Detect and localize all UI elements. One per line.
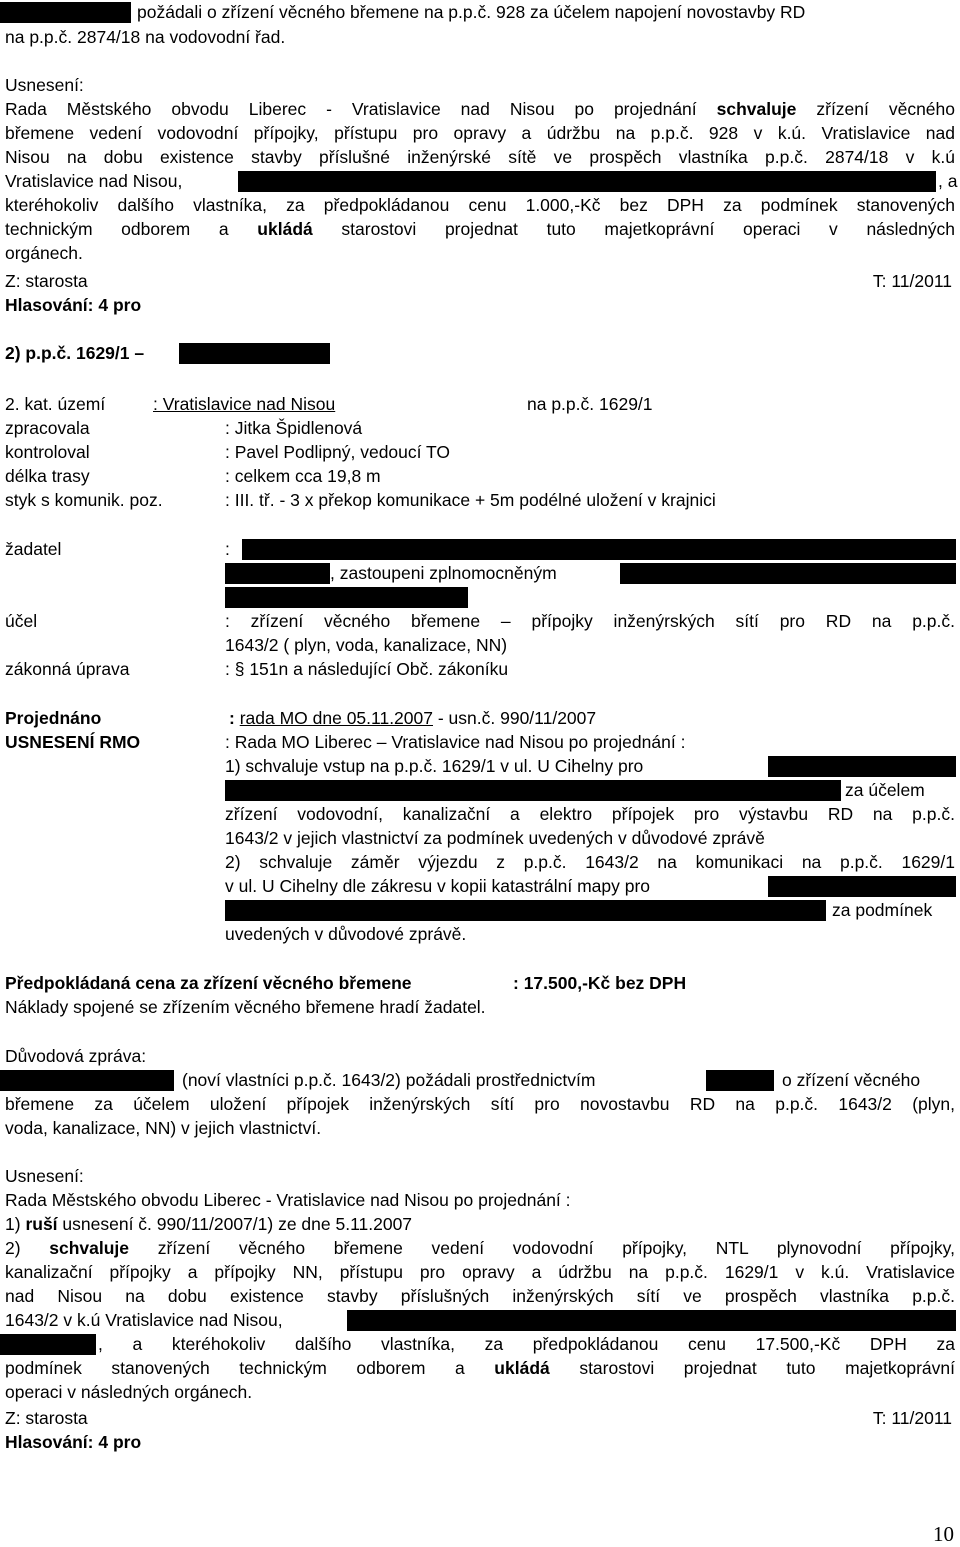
text-line: (noví vlastníci p.p.č. 1643/2) požádali prostřednictvím — [182, 1070, 596, 1090]
field-value: za účelem — [845, 780, 925, 800]
field-value: : Vratislavice nad Nisou — [153, 394, 336, 414]
text-line: břemene vedení vodovodní přípojky, přístupu pro opravy a údržbu na p.p.č. 928 v k.ú. Vratislavice nad — [5, 123, 955, 143]
text-line: na p.p.č. 2874/18 na vodovodní řad. — [5, 27, 286, 47]
text-line: , a kteréhokoliv dalšího vlastníka, za předpokládanou cenu 17.500,-Kč DPH za — [98, 1334, 955, 1354]
field-value: : rada MO dne 05.11.2007 - usn.č. 990/11/2007 — [229, 708, 597, 728]
text-line: kteréhokoliv dalšího vlastníka, za předpokládanou cenu 1.000,-Kč bez DPH za podmínek stanovených — [5, 195, 955, 215]
redaction — [225, 563, 330, 584]
field-label: 2. kat. území — [5, 394, 106, 414]
vote: Hlasování: 4 pro — [5, 1432, 142, 1452]
redaction — [620, 563, 956, 584]
redaction — [242, 539, 956, 560]
field-value: na p.p.č. 1629/1 — [527, 394, 653, 414]
redaction — [225, 780, 841, 801]
responsible: Z: starosta — [5, 1408, 88, 1428]
redaction — [0, 1334, 96, 1355]
text-line: Vratislavice nad Nisou, — [5, 171, 183, 191]
text-line: 1643/2 v k.ú Vratislavice nad Nisou, — [5, 1310, 283, 1330]
field-label: zákonná úprava — [5, 659, 130, 679]
section-heading: Usnesení: — [5, 1166, 84, 1186]
field-label: zpracovala — [5, 418, 90, 438]
redaction — [0, 2, 131, 23]
text-line: kanalizační přípojky a přípojky NN, přístupu pro opravy a údržbu na p.p.č. 1629/1 v k.ú. Vratislavice — [5, 1262, 955, 1282]
redaction — [225, 900, 826, 921]
section-heading: Usnesení: — [5, 75, 84, 95]
term: T: 11/2011 — [872, 271, 952, 291]
text-line: podmínek stanovených technickým odborem a ukládá starostovi projednat tuto majetkoprávní — [5, 1358, 955, 1378]
text-line: nad Nisou na dobu existence stavby příslušných inženýrských sítí ve prospěch vlastníka p.p.č. — [5, 1286, 955, 1306]
text-line: Nisou na dobu existence stavby příslušné inženýrské sítě ve prospěch vlastníka p.p.č. 2874/18 v k.ú — [5, 147, 955, 167]
field-label: účel — [5, 611, 38, 631]
item-heading: 2) p.p.č. 1629/1 – — [5, 343, 145, 363]
text-line: Náklady spojené se zřízením věcného břemene hradí žadatel. — [5, 997, 486, 1017]
field-value: v ul. U Cihelny dle zákresu v kopii katastrální mapy pro — [225, 876, 651, 896]
field-value: 2) schvaluje záměr výjezdu z p.p.č. 1643/2 na komunikaci na p.p.č. 1629/1 — [225, 852, 955, 872]
field-label: Projednáno — [5, 708, 102, 728]
responsible: Z: starosta — [5, 271, 88, 291]
redaction — [768, 756, 956, 777]
text-line: voda, kanalizace, NN) v jejich vlastnictví. — [5, 1118, 322, 1138]
redaction — [706, 1070, 774, 1091]
text-line: Rada Městského obvodu Liberec - Vratislavice nad Nisou po projednání : — [5, 1190, 571, 1210]
field-value: 1643/2 v jejich vlastnictví za podmínek uvedených v důvodové zprávě — [225, 828, 765, 848]
field-value: , zastoupeni zplnomocněným — [330, 563, 557, 583]
field-label: styk s komunik. poz. — [5, 490, 163, 510]
field-label: délka trasy — [5, 466, 90, 486]
section-heading: Důvodová zpráva: — [5, 1046, 147, 1066]
redaction — [179, 343, 330, 364]
text-line: technickým odborem a ukládá starostovi projednat tuto majetkoprávní operaci v následných — [5, 219, 955, 239]
redaction — [768, 876, 956, 897]
redaction — [347, 1310, 956, 1331]
price-label: Předpokládaná cena za zřízení věcného břemene — [5, 973, 412, 993]
field-value: : zřízení věcného břemene – přípojky inženýrských sítí pro RD na p.p.č. — [225, 611, 955, 631]
field-label: kontroloval — [5, 442, 90, 462]
price-value: : 17.500,-Kč bez DPH — [513, 973, 687, 993]
redaction — [238, 171, 936, 192]
text-line: Rada Městského obvodu Liberec - Vratislavice nad Nisou po projednání schvaluje zřízení věcného — [5, 99, 956, 119]
field-value: : III. tř. - 3 x překop komunikace + 5m podélné uložení v krajnici — [225, 490, 716, 510]
field-value: 1643/2 ( plyn, voda, kanalizace, NN) — [225, 635, 508, 655]
text-line: orgánech. — [5, 243, 83, 263]
redaction — [225, 587, 468, 608]
text-line: 2) schvaluje zřízení věcného břemene vedení vodovodní přípojky, NTL plynovodní přípojky, — [5, 1238, 955, 1258]
field-value: : celkem cca 19,8 m — [225, 466, 381, 486]
field-value: 1) schvaluje vstup na p.p.č. 1629/1 v ul. U Cihelny pro — [225, 756, 644, 776]
field-value: : — [225, 539, 230, 559]
field-value: zřízení vodovodní, kanalizační a elektro přípojek pro výstavbu RD na p.p.č. — [225, 804, 955, 824]
vote: Hlasování: 4 pro — [5, 295, 142, 315]
text-line: 1) ruší usnesení č. 990/11/2007/1) ze dne 5.11.2007 — [5, 1214, 413, 1234]
text-line: požádali o zřízení věcného břemene na p.p.č. 928 za účelem napojení novostavby RD — [137, 2, 806, 22]
page-number: 10 — [933, 1522, 954, 1546]
field-value: uvedených v důvodové zprávě. — [225, 924, 467, 944]
field-value: : Jitka Špidlenová — [225, 418, 363, 438]
field-value: : Rada MO Liberec – Vratislavice nad Nisou po projednání : — [225, 732, 686, 752]
field-value: : Pavel Podlipný, vedoucí TO — [225, 442, 451, 462]
redaction — [0, 1070, 174, 1091]
term: T: 11/2011 — [872, 1408, 952, 1428]
text-line: břemene za účelem uložení přípojek inženýrských sítí pro novostavbu RD na p.p.č. 1643/2 (plyn, — [5, 1094, 955, 1114]
field-value: za podmínek — [832, 900, 933, 920]
text-line: , a — [938, 171, 958, 191]
field-value: : § 151n a následující Obč. zákoníku — [225, 659, 509, 679]
text-line: o zřízení věcného — [782, 1070, 921, 1090]
text-line: operaci v následných orgánech. — [5, 1382, 253, 1402]
field-label: žadatel — [5, 539, 62, 559]
field-label: USNESENÍ RMO — [5, 732, 141, 752]
